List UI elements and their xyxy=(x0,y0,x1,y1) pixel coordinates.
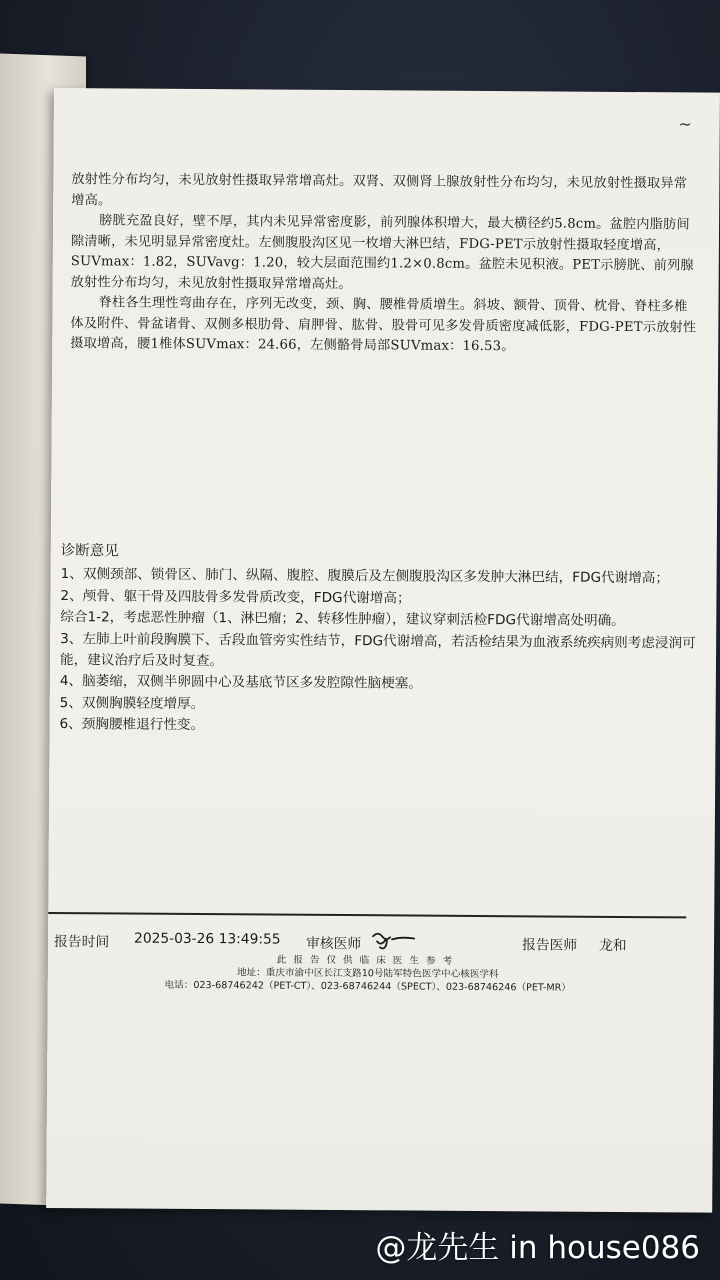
diagnosis-heading: 诊断意见 xyxy=(60,543,119,560)
diagnosis-section xyxy=(59,541,696,740)
findings-paragraph-pelvis: 膀胱充盈良好，壁不厚，其内未见异常密度影，前列腺体积增大，最大横径约5.8cm。盆腔内脂肪间隙清晰，未见明显异常密度灶。左侧腹股沟区见一枚增大淋巴结，FDG-PET示放射性摄取轻度增高，SUVmax：1.82，SUVavg：1.20，较大层面范围约1.2×0.8cm。盆腔未见积液。PET示膀胱、前列腺放射性分布均匀，未见放射性摄取异常增高灶。 xyxy=(70,213,694,292)
diagnosis-item: 3、左肺上叶前段胸膜下、舌段血管旁实性结节，FDG代谢增高，若活检结果为血液系统疾病则考虑浸润可能，建议治疗后及时复查。 xyxy=(59,630,696,670)
page-corner-mark: ~ xyxy=(678,114,692,134)
diagnosis-item: 2、颅骨、躯干骨及四肢骨多发骨质改变，FDG代谢增高； xyxy=(60,587,411,607)
footer-phones: 电话：023-68746242（PET-CT）、023-68746244（SPECT）、023-68746246（PET-MR） xyxy=(164,979,571,994)
signature-divider xyxy=(48,912,686,918)
footer-notice: 此报告仅供临床医生参考 xyxy=(276,954,460,967)
footer-address: 地址：重庆市渝中区长江支路10号陆军特色医学中心核医学科 xyxy=(236,967,499,981)
handwritten-signature-icon xyxy=(370,928,416,952)
reporter-label: 报告医师 xyxy=(521,937,578,954)
diagnosis-item: 1、双侧颈部、锁骨区、肺门、纵隔、腹腔、腹膜后及左侧腹股沟区多发肿大淋巴结，FDG代谢增高； xyxy=(60,566,670,587)
findings-section xyxy=(70,170,697,359)
diagnosis-item: 4、脑萎缩，双侧半卵圆中心及基底节区多发腔隙性脑梗塞。 xyxy=(59,673,422,693)
report-footer xyxy=(48,952,688,995)
reporter-name: 龙和 xyxy=(598,937,627,955)
diagnosis-list xyxy=(59,564,696,740)
findings-paragraph-spine: 脊柱各生理性弯曲存在，序列无改变，颈、胸、腰椎骨质增生。斜坡、额骨、顶骨、枕骨、脊柱多椎体及附件、骨盆诸骨、双侧多根肋骨、肩胛骨、肱骨、股骨可见多发骨质密度减低影，FDG-PET示放射性摄取增高，腰1椎体SUVmax：24.66，左侧骼骨局部SUVmax：16.53。 xyxy=(70,295,697,355)
reviewer-signature xyxy=(370,928,416,956)
watermark-text: @龙先生 in house086 xyxy=(375,1230,700,1266)
report-page xyxy=(46,88,720,1213)
report-time: 2025-03-26 13:49:55 xyxy=(134,930,281,948)
diagnosis-item: 综合1-2，考虑恶性肿瘤（1、淋巴瘤；2、转移性肿瘤），建议穿刺活检FDG代谢增高处明确。 xyxy=(60,609,625,630)
diagnosis-item: 5、双侧胸膜轻度增厚。 xyxy=(59,694,205,712)
findings-paragraph-kidneys: 放射性分布均匀，未见放射性摄取异常增高灶。双肾、双侧肾上腺放射性分布均匀，未见放射性摄取异常增高。 xyxy=(71,172,688,208)
report-time-label: 报告时间 xyxy=(53,934,110,951)
diagnosis-item: 6、颈胸腰椎退行性变。 xyxy=(59,716,205,734)
reviewer-label: 审核医师 xyxy=(305,935,362,953)
